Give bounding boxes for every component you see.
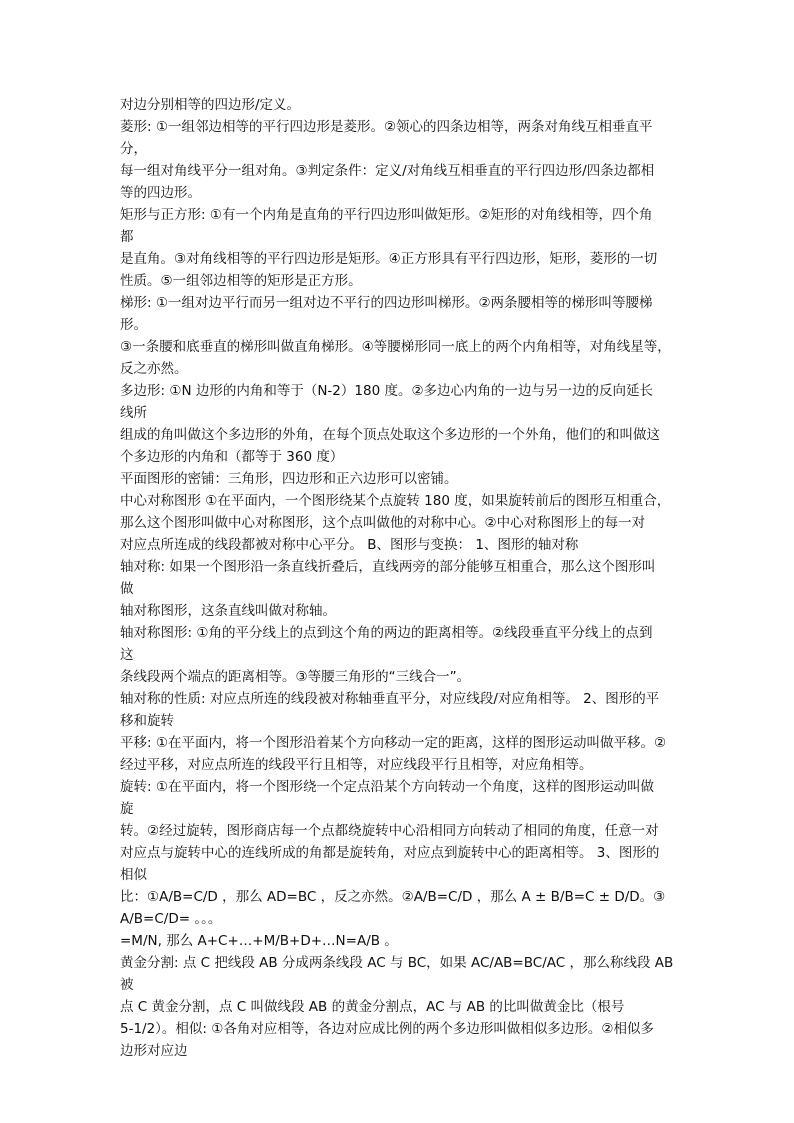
text-line: 多边形: ①N 边形的内角和等于（N-2）180 度。②多边心内角的一边与另一边的反向延长 (120, 383, 654, 399)
text-line: 比：①A/B=C/D ，那么 AD=BC ，反之亦然。②A/B=C/D ，那么 A ± B/B=C ± D/D。③ (120, 889, 666, 905)
text-line: 对应点所连成的线段都被对称中心平分。 B、图形与变换： 1、图形的轴对称 (120, 537, 579, 553)
text-line: 每一组对角线平分一组对角。③判定条件：定义/对角线互相垂直的平行四边形/四条边都相 (120, 163, 655, 179)
text-line: 边形对应边 (120, 1043, 188, 1059)
text-line: ③一条腰和底垂直的梯形叫做直角梯形。④等腰梯形同一底上的两个内角相等，对角线星等， (120, 339, 671, 355)
text-line: 转。②经过旋转，图形商店每一个点都绕旋转中心沿相同方向转动了相同的角度，任意一对 (120, 823, 659, 839)
text-line: 旋转: ①在平面内，将一个图形绕一个定点沿某个方向转动一个角度，这样的图形运动叫做 (120, 779, 654, 795)
text-line: 形。 (120, 317, 147, 333)
document-body (120, 94, 688, 1062)
text-line: 轴对称的性质: 对应点所连的线段被对称轴垂直平分，对应线段/对应角相等。 2、图形的平 (120, 691, 660, 707)
text-line: 等的四边形。 (120, 185, 201, 201)
text-line: 旋 (120, 801, 134, 817)
text-line: 性质。⑤一组邻边相等的矩形是正方形。 (120, 273, 362, 289)
text-line: 是直角。③对角线相等的平行四边形是矩形。④正方形具有平行四边形，矩形，菱形的一切 (120, 251, 658, 267)
text-line: 条线段两个端点的距离相等。③等腰三角形的“三线合一”。 (120, 669, 471, 685)
text-line: 菱形: ①一组邻边相等的平行四边形是菱形。②领心的四条边相等，两条对角线互相垂直平 (120, 119, 653, 135)
text-line: =M/N, 那么 A+C+…+M/B+D+…N=A/B 。 (120, 933, 398, 949)
text-line: A/B=C/D= 。。。 (120, 911, 222, 927)
text-line: 被 (120, 977, 134, 993)
text-line: 移和旋转 (120, 713, 174, 729)
text-line: 轴对称图形，这条直线叫做对称轴。 (120, 603, 336, 619)
text-line: 组成的角叫做这个多边形的外角，在每个顶点处取这个多边形的一个外角，他们的和叫做这 (120, 427, 660, 443)
text-line: 分， (120, 141, 147, 157)
text-line: 5-1/2）。相似: ①各角对应相等，各边对应成比例的两个多边形叫做相似多边形。②相似多 (120, 1021, 654, 1037)
text-line: 轴对称图形: ①角的平分线上的点到这个角的两边的距离相等。②线段垂直平分线上的点到 (120, 625, 653, 641)
text-line: 轴对称: 如果一个图形沿一条直线折叠后，直线两旁的部分能够互相重合，那么这个图形叫 (120, 559, 656, 575)
text-line: 矩形与正方形: ①有一个内角是直角的平行四边形叫做矩形。②矩形的对角线相等，四个角 (120, 207, 653, 223)
text-line: 梯形: ①一组对边平行而另一组对边不平行的四边形叫梯形。②两条腰相等的梯形叫等腰梯 (120, 295, 653, 311)
text-line: 对边分别相等的四边形/定义。 (120, 97, 301, 113)
text-line: 平移: ①在平面内，将一个图形沿着某个方向移动一定的距离，这样的图形运动叫做平移。② (120, 735, 667, 751)
text-line: 这 (120, 647, 134, 663)
text-line: 个多边形的内角和（都等于 360 度） (120, 449, 344, 465)
text-line: 做 (120, 581, 134, 597)
text-line: 相似 (120, 867, 147, 883)
text-line: 那么这个图形叫做中心对称图形，这个点叫做他的对称中心。②中心对称图形上的每一对 (120, 515, 646, 531)
text-line: 中心对称图形 ①在平面内，一个图形绕某个点旋转 180 度，如果旋转前后的图形互相重合， (120, 493, 671, 509)
text-line: 经过平移，对应点所连的线段平行且相等，对应线段平行且相等，对应角相等。 (120, 757, 593, 773)
text-line: 反之亦然。 (120, 361, 188, 377)
text-line: 对应点与旋转中心的连线所成的角都是旋转角，对应点到旋转中心的距离相等。 3、图形的 (120, 845, 660, 861)
text-line: 都 (120, 229, 134, 245)
text-line: 线所 (120, 405, 147, 421)
text-line: 黄金分割: 点 C 把线段 AB 分成两条线段 AC 与 BC，如果 AC/AB=BC/AC ，那么称线段 AB (120, 955, 674, 971)
text-line: 平面图形的密铺：三角形，四边形和正六边形可以密铺。 (120, 471, 458, 487)
text-line: 点 C 黄金分割，点 C 叫做线段 AB 的黄金分割点，AC 与 AB 的比叫做黄金比（根号 (120, 999, 625, 1015)
